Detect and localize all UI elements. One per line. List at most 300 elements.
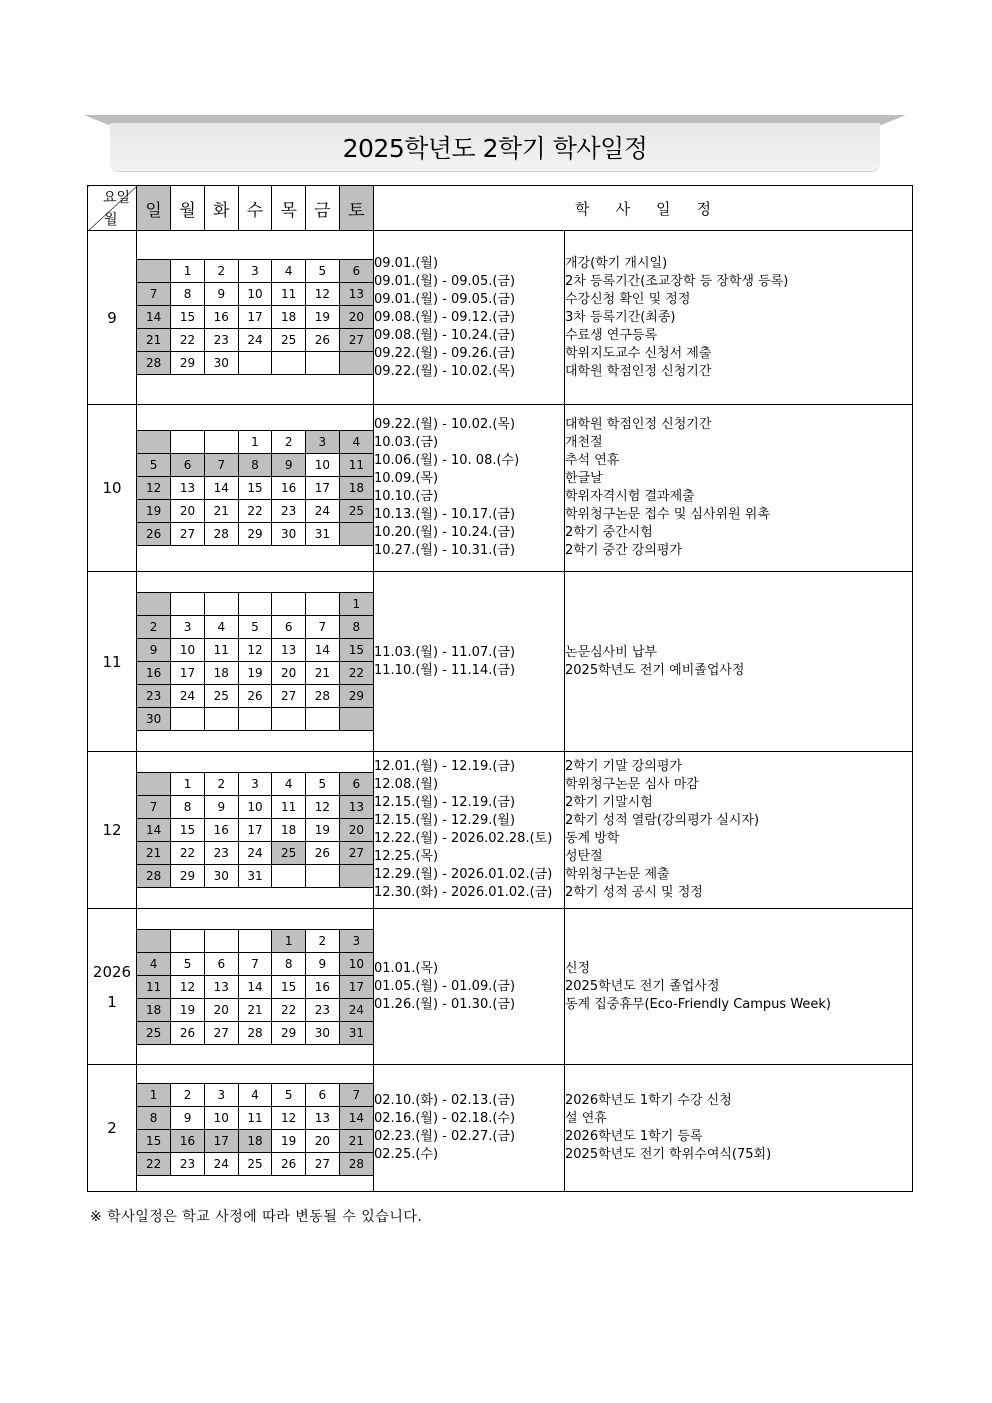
calendar-day: 20 — [171, 500, 205, 523]
calendar-day: 21 — [339, 1129, 373, 1152]
calendar-day: 1 — [171, 259, 205, 282]
calendar-day: 1 — [272, 929, 306, 952]
schedule-dates — [374, 572, 565, 752]
calendar-day: 23 — [137, 685, 171, 708]
calendar-day: 20 — [272, 662, 306, 685]
calendar-day: 3 — [171, 616, 205, 639]
calendar-week — [137, 773, 373, 796]
calendar-day — [171, 929, 205, 952]
schedule-date: 12.15.(월) - 12.29.(월) — [374, 813, 516, 828]
schedule-dates — [374, 231, 565, 405]
calendar-day: 16 — [204, 819, 238, 842]
month-row — [88, 405, 913, 572]
calendar-day: 20 — [204, 998, 238, 1021]
calendar-day: 17 — [238, 305, 272, 328]
calendar-day: 21 — [137, 328, 171, 351]
schedule-date: 02.23.(월) - 02.27.(금) — [374, 1129, 516, 1144]
calendar-day: 4 — [204, 616, 238, 639]
calendar-day: 17 — [339, 975, 373, 998]
schedule-date: 12.25.(목) — [374, 849, 439, 864]
schedule-date: 02.10.(화) - 02.13.(금) — [374, 1093, 516, 1108]
calendar-day: 5 — [272, 1083, 306, 1106]
month-label-cell — [88, 909, 137, 1065]
month-row — [88, 572, 913, 752]
schedule-event: 논문심사비 납부 — [565, 644, 658, 660]
schedule-date: 11.03.(월) - 11.07.(금) — [374, 644, 516, 660]
calendar-day: 26 — [238, 685, 272, 708]
calendar-week — [137, 708, 373, 731]
calendar-day: 16 — [137, 662, 171, 685]
calendar-day: 10 — [171, 639, 205, 662]
calendar-day: 8 — [171, 282, 205, 305]
calendar-day: 16 — [204, 305, 238, 328]
schedule-event: 2차 등록기간(조교장학 등 장학생 등록) — [565, 273, 789, 289]
mini-calendar — [137, 414, 373, 562]
calendar-day: 24 — [238, 842, 272, 865]
calendar-day: 18 — [272, 819, 306, 842]
calendar-day: 14 — [238, 975, 272, 998]
calendar-day: 7 — [238, 952, 272, 975]
calendar-day: 15 — [171, 819, 205, 842]
calendar-day: 11 — [204, 639, 238, 662]
schedule-event: 성탄절 — [565, 849, 603, 864]
month-label-secondary: 1 — [107, 992, 117, 1011]
calendar-day: 12 — [137, 477, 171, 500]
calendar-day: 24 — [204, 1152, 238, 1175]
schedule-event: 2학기 기말시험 — [565, 795, 653, 810]
schedule-date: 09.22.(월) - 09.26.(금) — [374, 345, 516, 361]
schedule-events — [565, 909, 913, 1065]
calendar-day: 29 — [171, 351, 205, 374]
schedule-date: 09.01.(월) - 09.05.(금) — [374, 291, 516, 307]
calendar-day: 22 — [137, 1152, 171, 1175]
calendar-day: 20 — [306, 1129, 340, 1152]
weekday-sun: 일 — [137, 186, 171, 230]
calendar-day: 7 — [137, 282, 171, 305]
calendar-day: 19 — [272, 1129, 306, 1152]
calendar-day: 25 — [137, 1021, 171, 1044]
calendar-day: 13 — [272, 639, 306, 662]
calendar-day: 1 — [339, 593, 373, 616]
calendar-day: 6 — [339, 773, 373, 796]
calendar-day — [306, 351, 340, 374]
schedule-event: 대학원 학점인정 신청기간 — [565, 417, 712, 432]
calendar-day: 27 — [272, 685, 306, 708]
weekday-mon: 월 — [171, 186, 205, 230]
mini-calendar — [137, 913, 373, 1061]
calendar-day: 11 — [272, 282, 306, 305]
calendar-week — [137, 819, 373, 842]
calendar-day: 11 — [137, 975, 171, 998]
calendar-day: 13 — [306, 1106, 340, 1129]
calendar-day: 18 — [238, 1129, 272, 1152]
calendar-week — [137, 431, 373, 454]
schedule-date: 10.13.(월) - 10.17.(금) — [374, 507, 516, 522]
schedule-events — [565, 572, 913, 752]
calendar-day: 4 — [137, 952, 171, 975]
calendar-day — [306, 593, 340, 616]
schedule-date: 12.29.(월) - 2026.01.02.(금) — [374, 867, 553, 882]
calendar-day: 8 — [272, 952, 306, 975]
weekday-header-cell — [137, 186, 374, 231]
calendar-day: 15 — [137, 1129, 171, 1152]
month-row — [88, 909, 913, 1065]
calendar-day: 13 — [339, 282, 373, 305]
calendar-day — [272, 708, 306, 731]
schedule-event: 개강(학기 개시일) — [565, 255, 668, 271]
schedule-date: 12.15.(월) - 12.19.(금) — [374, 795, 516, 810]
schedule-event: 추석 연휴 — [565, 453, 620, 468]
schedule-date: 01.05.(월) - 01.09.(금) — [374, 978, 516, 994]
mini-calendar-cell — [137, 405, 374, 572]
mini-calendar — [137, 245, 373, 391]
calendar-day: 6 — [306, 1083, 340, 1106]
calendar-week — [137, 1129, 373, 1152]
calendar-week — [137, 865, 373, 888]
calendar-day: 25 — [272, 328, 306, 351]
calendar-day: 5 — [306, 773, 340, 796]
month-row — [88, 231, 913, 405]
calendar-day: 14 — [339, 1106, 373, 1129]
calendar-week — [137, 639, 373, 662]
calendar-day: 2 — [204, 259, 238, 282]
calendar-day: 12 — [171, 975, 205, 998]
schedule-date: 10.27.(월) - 10.31.(금) — [374, 543, 516, 558]
schedule-date: 09.01.(월) - 09.05.(금) — [374, 273, 516, 289]
calendar-day: 9 — [171, 1106, 205, 1129]
month-label-cell — [88, 1065, 137, 1192]
calendar-day: 25 — [339, 500, 373, 523]
calendar-day: 28 — [204, 523, 238, 546]
calendar-week — [137, 1106, 373, 1129]
calendar-day: 5 — [238, 616, 272, 639]
calendar-day — [204, 593, 238, 616]
calendar-day: 9 — [272, 454, 306, 477]
schedule-date: 12.22.(월) - 2026.02.28.(토) — [374, 831, 553, 846]
month-row — [88, 752, 913, 909]
calendar-day — [204, 431, 238, 454]
weekday-wed: 수 — [238, 186, 272, 230]
mini-calendar-cell — [137, 909, 374, 1065]
calendar-day: 23 — [204, 842, 238, 865]
calendar-day: 19 — [306, 305, 340, 328]
mini-calendar-cell — [137, 572, 374, 752]
weekday-thu: 목 — [272, 186, 306, 230]
calendar-week — [137, 328, 373, 351]
schedule-date: 12.30.(화) - 2026.01.02.(금) — [374, 885, 553, 900]
calendar-day: 8 — [238, 454, 272, 477]
calendar-day: 9 — [204, 282, 238, 305]
schedule-event: 개천절 — [565, 435, 603, 450]
calendar-day: 2 — [171, 1083, 205, 1106]
schedule-event: 수강신청 확인 및 정정 — [565, 291, 691, 307]
schedule-event: 2학기 기말 강의평가 — [565, 759, 682, 774]
calendar-day: 1 — [171, 773, 205, 796]
calendar-day: 10 — [238, 282, 272, 305]
calendar-day: 25 — [272, 842, 306, 865]
schedule-dates — [374, 909, 565, 1065]
calendar-day: 3 — [238, 259, 272, 282]
calendar-day: 15 — [339, 639, 373, 662]
calendar-day: 19 — [137, 500, 171, 523]
schedule-date: 01.26.(월) - 01.30.(금) — [374, 996, 516, 1012]
calendar-day: 24 — [238, 328, 272, 351]
calendar-day: 15 — [171, 305, 205, 328]
calendar-day: 12 — [272, 1106, 306, 1129]
weekday-sat: 토 — [339, 186, 373, 230]
calendar-day — [171, 431, 205, 454]
calendar-day: 19 — [306, 819, 340, 842]
calendar-day: 17 — [306, 477, 340, 500]
calendar-day: 2 — [306, 929, 340, 952]
calendar-week — [137, 975, 373, 998]
calendar-day: 1 — [137, 1083, 171, 1106]
header-row — [88, 186, 913, 231]
calendar-day: 25 — [238, 1152, 272, 1175]
calendar-day: 18 — [272, 305, 306, 328]
calendar-day: 26 — [171, 1021, 205, 1044]
calendar-week — [137, 477, 373, 500]
calendar-day: 6 — [204, 952, 238, 975]
calendar-day: 28 — [306, 685, 340, 708]
calendar-day: 22 — [171, 842, 205, 865]
schedule-date: 10.03.(금) — [374, 435, 439, 450]
calendar-day: 28 — [339, 1152, 373, 1175]
calendar-day — [204, 708, 238, 731]
schedule-event: 한글날 — [565, 471, 603, 486]
calendar-day — [339, 865, 373, 888]
calendar-day: 30 — [306, 1021, 340, 1044]
calendar-day: 6 — [171, 454, 205, 477]
calendar-day: 12 — [306, 282, 340, 305]
calendar-day — [171, 593, 205, 616]
calendar-day: 13 — [339, 796, 373, 819]
calendar-week — [137, 1021, 373, 1044]
month-label-cell — [88, 572, 137, 752]
calendar-day: 19 — [171, 998, 205, 1021]
calendar-day — [306, 708, 340, 731]
calendar-week — [137, 616, 373, 639]
calendar-week — [137, 685, 373, 708]
calendar-day: 6 — [339, 259, 373, 282]
calendar-day: 16 — [272, 477, 306, 500]
calendar-day: 10 — [204, 1106, 238, 1129]
month-label-cell — [88, 405, 137, 572]
calendar-day: 5 — [137, 454, 171, 477]
weekday-tue: 화 — [204, 186, 238, 230]
calendar-day: 2 — [272, 431, 306, 454]
calendar-day: 7 — [137, 796, 171, 819]
calendar-day: 11 — [238, 1106, 272, 1129]
calendar-day: 16 — [171, 1129, 205, 1152]
schedule-events — [565, 405, 913, 572]
schedule-date: 11.10.(월) - 11.14.(금) — [374, 662, 516, 678]
calendar-day: 23 — [306, 998, 340, 1021]
schedule-date: 10.09.(목) — [374, 471, 439, 486]
mini-calendar — [137, 756, 373, 904]
calendar-day: 24 — [339, 998, 373, 1021]
calendar-day — [238, 708, 272, 731]
calendar-day: 22 — [272, 998, 306, 1021]
calendar-day: 30 — [137, 708, 171, 731]
calendar-day: 4 — [238, 1083, 272, 1106]
schedule-event: 2025학년도 전기 졸업사정 — [565, 978, 720, 994]
calendar-day: 27 — [339, 328, 373, 351]
calendar-day: 13 — [171, 477, 205, 500]
calendar-day: 22 — [339, 662, 373, 685]
calendar-day — [137, 929, 171, 952]
schedule-table — [87, 185, 913, 1192]
title-banner — [84, 115, 906, 173]
calendar-day: 8 — [137, 1106, 171, 1129]
schedule-event: 학위자격시험 결과제출 — [565, 489, 695, 504]
calendar-day — [137, 259, 171, 282]
month-label: 10 — [102, 479, 122, 497]
schedule-event: 동계 방학 — [565, 831, 620, 846]
calendar-day: 10 — [306, 454, 340, 477]
mini-calendar-cell — [137, 231, 374, 405]
calendar-day — [137, 593, 171, 616]
calendar-day: 24 — [306, 500, 340, 523]
calendar-day: 2 — [137, 616, 171, 639]
calendar-week — [137, 305, 373, 328]
calendar-day: 2 — [204, 773, 238, 796]
calendar-day — [238, 593, 272, 616]
calendar-day: 19 — [238, 662, 272, 685]
month-label: 2026 — [92, 962, 132, 981]
schedule-event: 2026학년도 1학기 수강 신청 — [565, 1093, 732, 1108]
schedule-dates — [374, 752, 565, 909]
month-corner-label: 월 — [104, 212, 118, 228]
month-label: 11 — [102, 652, 122, 671]
calendar-week — [137, 523, 373, 546]
calendar-week — [137, 952, 373, 975]
schedule-event: 2025학년도 전기 예비졸업사정 — [565, 662, 745, 678]
calendar-day: 8 — [339, 616, 373, 639]
calendar-day: 18 — [204, 662, 238, 685]
calendar-day — [204, 929, 238, 952]
calendar-day: 26 — [272, 1152, 306, 1175]
calendar-day: 22 — [171, 328, 205, 351]
schedule-dates — [374, 405, 565, 572]
schedule-events — [565, 231, 913, 405]
calendar-day: 7 — [306, 616, 340, 639]
calendar-week — [137, 282, 373, 305]
month-label: 9 — [107, 308, 117, 327]
calendar-day: 29 — [272, 1021, 306, 1044]
calendar-day: 30 — [204, 351, 238, 374]
calendar-day — [339, 523, 373, 546]
calendar-day: 12 — [238, 639, 272, 662]
calendar-day: 28 — [137, 351, 171, 374]
calendar-day: 18 — [339, 477, 373, 500]
calendar-day: 4 — [272, 259, 306, 282]
calendar-day: 27 — [306, 1152, 340, 1175]
calendar-day: 14 — [204, 477, 238, 500]
schedule-events — [565, 1065, 913, 1192]
calendar-day — [137, 773, 171, 796]
calendar-day: 29 — [339, 685, 373, 708]
calendar-day: 27 — [339, 842, 373, 865]
calendar-day: 7 — [339, 1083, 373, 1106]
calendar-day: 20 — [339, 819, 373, 842]
schedule-date: 09.08.(월) - 10.24.(금) — [374, 327, 516, 343]
calendar-week — [137, 454, 373, 477]
schedule-date: 02.25.(수) — [374, 1147, 439, 1162]
calendar-day: 4 — [339, 431, 373, 454]
schedule-event: 2026학년도 1학기 등록 — [565, 1129, 703, 1144]
schedule-event: 2학기 중간 강의평가 — [565, 543, 682, 558]
calendar-week — [137, 1083, 373, 1106]
calendar-day: 9 — [306, 952, 340, 975]
calendar-day: 31 — [339, 1021, 373, 1044]
calendar-day — [171, 708, 205, 731]
schedule-date: 10.06.(월) - 10. 08.(수) — [374, 453, 520, 468]
schedule-event: 2학기 성적 공시 및 정정 — [565, 885, 703, 900]
calendar-day: 14 — [306, 639, 340, 662]
schedule-date: 12.01.(월) - 12.19.(금) — [374, 759, 516, 774]
calendar-day: 6 — [272, 616, 306, 639]
mini-calendar — [137, 576, 373, 747]
calendar-day: 31 — [306, 523, 340, 546]
month-label-cell — [88, 752, 137, 909]
schedule-dates — [374, 1065, 565, 1192]
schedule-date: 01.01.(목) — [374, 960, 439, 976]
calendar-day — [306, 865, 340, 888]
calendar-day: 10 — [238, 796, 272, 819]
calendar-day: 5 — [306, 259, 340, 282]
schedule-event: 2학기 성적 열람(강의평가 실시자) — [565, 813, 760, 828]
calendar-day: 21 — [238, 998, 272, 1021]
footnote: ※ 학사일정은 학교 사정에 따라 변동될 수 있습니다. — [90, 1209, 423, 1225]
schedule-event: 학위청구논문 접수 및 심사위원 위촉 — [565, 507, 770, 522]
calendar-day: 15 — [238, 477, 272, 500]
calendar-day: 18 — [137, 998, 171, 1021]
calendar-day: 25 — [204, 685, 238, 708]
month-label: 2 — [107, 1119, 117, 1137]
calendar-day: 20 — [339, 305, 373, 328]
calendar-day: 1 — [238, 431, 272, 454]
schedule-header: 학사일정 — [374, 186, 913, 231]
calendar-day: 21 — [306, 662, 340, 685]
calendar-day: 3 — [238, 773, 272, 796]
calendar-day — [272, 865, 306, 888]
calendar-week — [137, 593, 373, 616]
weekday-fri: 금 — [306, 186, 340, 230]
calendar-day: 9 — [137, 639, 171, 662]
schedule-event: 신정 — [565, 960, 591, 976]
calendar-day: 3 — [339, 929, 373, 952]
calendar-week — [137, 842, 373, 865]
schedule-date: 09.22.(월) - 10.02.(목) — [374, 417, 516, 432]
calendar-day: 11 — [339, 454, 373, 477]
weekday-corner-label: 요일 — [102, 190, 130, 206]
calendar-day — [339, 708, 373, 731]
mini-calendar-cell — [137, 1065, 374, 1192]
calendar-day: 17 — [238, 819, 272, 842]
calendar-week — [137, 929, 373, 952]
schedule-event: 학위청구논문 제출 — [565, 867, 670, 882]
calendar-day: 24 — [171, 685, 205, 708]
calendar-day: 21 — [137, 842, 171, 865]
schedule-events — [565, 752, 913, 909]
schedule-date: 12.08.(월) — [374, 777, 439, 792]
calendar-day: 17 — [204, 1129, 238, 1152]
calendar-day: 29 — [171, 865, 205, 888]
schedule-date: 02.16.(월) - 02.18.(수) — [374, 1111, 516, 1126]
schedule-date: 09.08.(월) - 09.12.(금) — [374, 309, 516, 325]
schedule-event: 학위청구논문 심사 마감 — [565, 777, 699, 792]
